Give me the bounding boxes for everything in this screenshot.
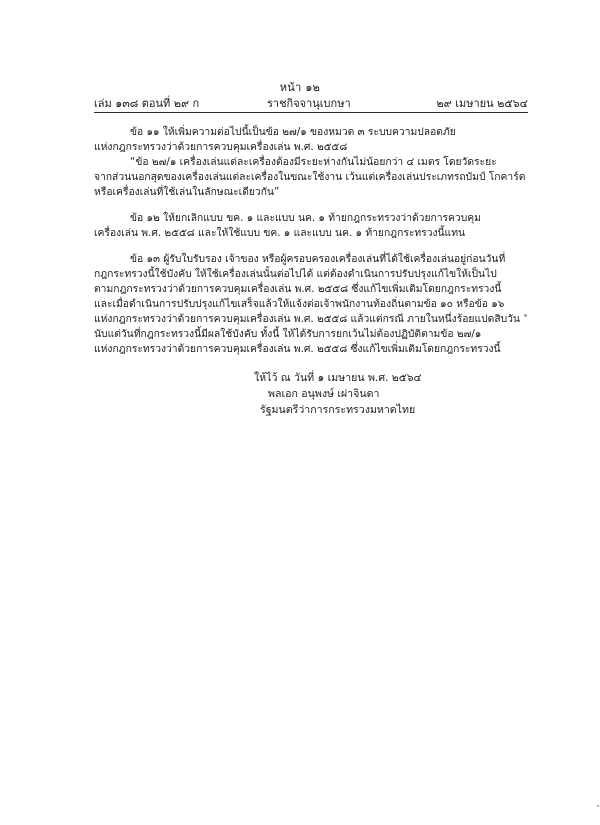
body-line: แห่งกฎกระทรวงว่าด้วยการควบคุมเครื่องเล่น พ.ศ. ๒๕๕๘ แล้วแต่กรณี ภายในหนึ่งร้อยแปดสิบวัน: [94, 313, 520, 325]
given-date: ให้ไว้ ณ วันที่ ๑ เมษายน พ.ศ. ๒๕๖๔: [254, 372, 422, 384]
header-rule: [94, 112, 528, 113]
body-line: ตามกฎกระทรวงว่าด้วยการควบคุมเครื่องเล่น พ.ศ. ๒๕๕๘ ซึ่งแก้ไขเพิ่มเติมโดยกฎกระทรวงนี้: [94, 283, 502, 295]
body-line: แห่งกฎกระทรวงว่าด้วยการควบคุมเครื่องเล่น พ.ศ. ๒๕๕๘ ซึ่งแก้ไขเพิ่มเติมโดยกฎกระทรวงนี้: [94, 343, 501, 355]
page-number: หน้า ๑๒: [279, 81, 321, 94]
publication-date: ๒๙ เมษายน ๒๕๖๔: [436, 97, 528, 110]
body-line: จากส่วนนอกสุดของเครื่องเล่นแต่ละเครื่องในขณะใช้งาน เว้นแต่เครื่องเล่นประเภทรถบัมป์ โกคาร์ต: [94, 171, 526, 183]
volume-issue: เล่ม ๑๓๘ ตอนที่ ๒๙ ก: [94, 97, 200, 110]
scan-speck: [524, 314, 527, 317]
body-line: เครื่องเล่น พ.ศ. ๒๕๕๘ และให้ใช้แบบ ขค. ๑ และแบบ นค. ๑ ท้ายกฎกระทรวงนี้แทน: [94, 227, 466, 239]
body-line: “ข้อ ๒๗/๑ เครื่องเล่นแต่ละเครื่องต้องมีระยะห่างกันไม่น้อยกว่า ๔ เมตร โดยวัดระยะ: [130, 156, 497, 168]
body-line: ข้อ ๑๒ ให้ยกเลิกแบบ ขค. ๑ และแบบ นค. ๑ ท้ายกฎกระทรวงว่าด้วยการควบคุม: [130, 212, 481, 224]
running-header: [94, 94, 528, 110]
signatory-position: รัฐมนตรีว่าการกระทรวงมหาดไทย: [260, 404, 416, 416]
body-line: หรือเครื่องเล่นที่ใช้เล่นในลักษณะเดียวกัน”: [94, 186, 280, 198]
body-line: กฎกระทรวงนี้ใช้บังคับ ให้ใช้เครื่องเล่นนั้นต่อไปได้ แต่ต้องดำเนินการปรับปรุงแก้ไขให้เป็นไป: [94, 268, 497, 280]
body-line: แห่งกฎกระทรวงว่าด้วยการควบคุมเครื่องเล่น พ.ศ. ๒๕๕๘: [94, 141, 348, 153]
scan-speck: [597, 805, 599, 807]
body-line: นับแต่วันที่กฎกระทรวงนี้มีผลใช้บังคับ ทั้งนี้ ให้ได้รับการยกเว้นไม่ต้องปฏิบัติตามข้อ ๒๗/๑: [94, 328, 482, 340]
signatory-name: พลเอก อนุพงษ์ เผ่าจินดา: [268, 388, 380, 400]
body-line: ข้อ ๑๓ ผู้รับใบรับรอง เจ้าของ หรือผู้ครอบครองเครื่องเล่นที่ได้ใช้เครื่องเล่นอยู่ก่อนวันที่: [130, 253, 506, 265]
body-line: ข้อ ๑๑ ให้เพิ่มความต่อไปนี้เป็นข้อ ๒๗/๑ ของหมวด ๓ ระบบความปลอดภัย: [130, 126, 456, 138]
gazette-title: ราชกิจจานุเบกษา: [267, 97, 351, 110]
body-line: และเมื่อดำเนินการปรับปรุงแก้ไขเสร็จแล้วให้แจ้งต่อเจ้าพนักงานท้องถิ่นตามข้อ ๑๐ หรือข้อ ๑๖: [94, 298, 505, 310]
